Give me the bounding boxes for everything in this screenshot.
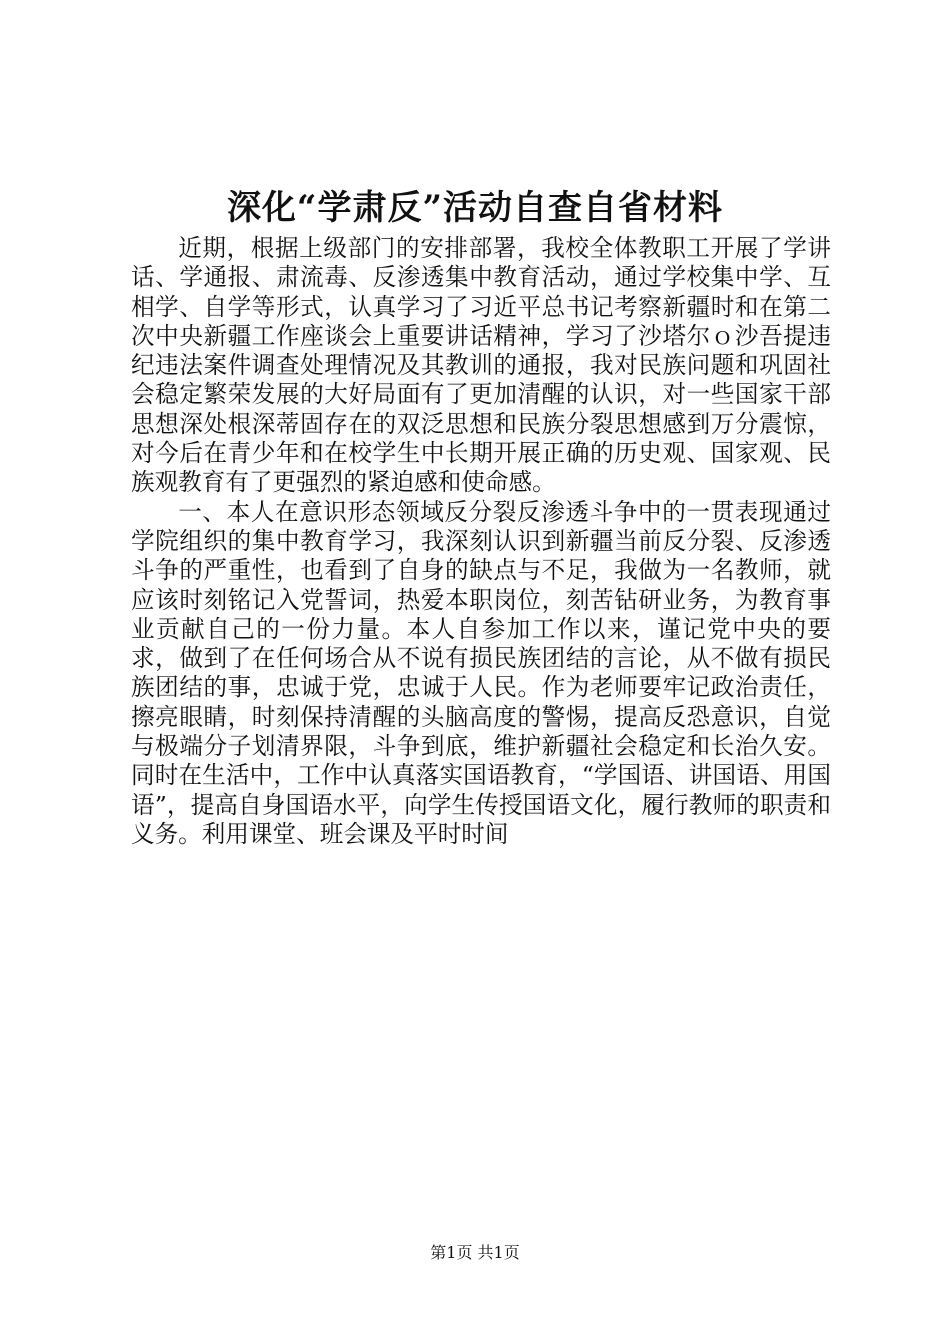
paragraph-intro: 近期，根据上级部门的安排部署，我校全体教职工开展了学讲话、学通报、肃流毒、反渗透集中教育活动，通过学校集中学、互相学、自学等形式，认真学习了习近平总书记考察新疆时和在第二次中央新疆工作座谈会上重要讲话精神，学习了沙塔尔ｏ沙吾提违纪违法案件调查处理情况及其教训的通报，我对民族问题和巩固社会稳定繁荣发展的大好局面有了更加清醒的认识，对一些国家干部思想深处根深蒂固存在的双泛思想和民族分裂思想感到万分震惊，对今后在青少年和在校学生中长期开展正确的历史观、国家观、民族观教育有了更强烈的紧迫感和使命感。	[131, 234, 831, 497]
document-title: 深化“学肃反”活动自查自省材料	[226, 188, 724, 228]
document-body	[131, 234, 831, 849]
page-footer: 第1页 共1页	[430, 1243, 520, 1262]
paragraph-section-one: 一、本人在意识形态领域反分裂反渗透斗争中的一贯表现通过学院组织的集中教育学习，我深刻认识到新疆当前反分裂、反渗透斗争的严重性，也看到了自身的缺点与不足，我做为一名教师，就应该时刻铭记入党誓词，热爱本职岗位，刻苦钻研业务，为教育事业贡献自己的一份力量。本人自参加工作以来，谨记党中央的要求，做到了在任何场合从不说有损民族团结的言论，从不做有损民族团结的事，忠诚于党，忠诚于人民。作为老师要牢记政治责任，擦亮眼睛，时刻保持清醒的头脑高度的警惕，提高反恐意识，自觉与极端分子划清界限，斗争到底，维护新疆社会稳定和长治久安。同时在生活中，工作中认真落实国语教育，“学国语、讲国语、用国语”，提高自身国语水平，向学生传授国语文化，履行教师的职责和义务。利用课堂、班会课及平时时间	[131, 497, 831, 848]
